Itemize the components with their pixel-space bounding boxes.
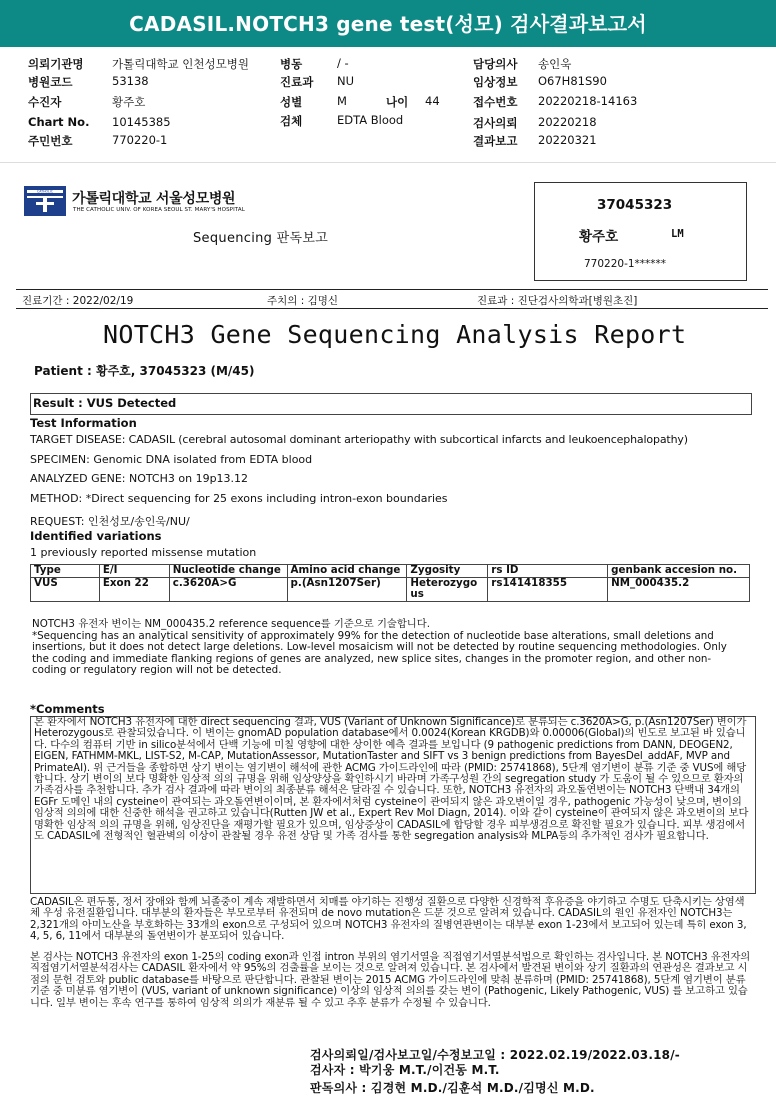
label-clinical-info: 임상정보 bbox=[473, 75, 518, 89]
label-attending-doctor: 담당의사 bbox=[473, 57, 518, 71]
cell-exon: Exon 22 bbox=[99, 577, 169, 601]
test-description-paragraph: 본 검사는 NOTCH3 유전자의 exon 1-25의 coding exon과 인접 intron 부위의 염기서열을 직접염기서열분석법으로 확인하는 검사입니다. 본 NOTCH3 유전자의 직접염기서열분석검사는 CADASIL 환자에서 약 95%의 검출률을 보이는 것으로 알려져 있습니다. 본 검사에서 발견된 변이와 상기 질환과의 연관성은 결과보고 시점의 문헌 검토와 public database를 바탕으로 판단합니다. 관찰된 변이는 2015 ACMG 가이드라인에 맞춰 분류하며 (PMID: 25741868), 5단계 염기변이 분류 기준 중 미분류 염기변이 (VUS, variant of unknown significance) 이상의 임상적 의의를 갖는 변이 (Pathogenic, Likely Pathogenic, VUS) 를 보고하고 있습니다. 일부 변이는 후속 연구를 통하여 임상적 의의가 재분류 될 수 있고 추후 분류가 수정될 수 있습니다. bbox=[30, 951, 751, 1009]
hospital-name-korean: 가톨릭대학교 서울성모병원 bbox=[72, 191, 236, 207]
table-row bbox=[31, 577, 750, 601]
patient-id-box bbox=[534, 182, 747, 281]
comments-heading: *Comments bbox=[30, 702, 105, 716]
cell-type: VUS bbox=[31, 577, 100, 601]
column-header: Zygosity bbox=[407, 565, 488, 578]
request-info: REQUEST: 인천성모/송인욱/NU/ bbox=[30, 515, 190, 528]
report-dates: 검사의뢰일/검사보고일/수정보고일 : 2022.02.19/2022.03.18/- bbox=[310, 1048, 680, 1062]
label-chart-no: Chart No. bbox=[28, 115, 90, 129]
divider-line bbox=[16, 289, 768, 290]
visit-period: 진료기간 : 2022/02/19 bbox=[22, 295, 134, 307]
value-department: NU bbox=[337, 74, 355, 88]
hospital-name-english: THE CATHOLIC UNIV. OF KOREA SEOUL ST. MARY'S HOSPITAL bbox=[73, 207, 245, 213]
value-clinical-info: O67H81S90 bbox=[538, 74, 607, 88]
value-hospital-code: 53138 bbox=[112, 74, 149, 88]
value-result-report-date: 20220321 bbox=[538, 133, 597, 147]
label-test-request-date: 검사의뢰 bbox=[473, 116, 518, 130]
method-info: METHOD: *Direct sequencing for 25 exons including intron-exon boundaries bbox=[30, 492, 448, 505]
id-box-name: 황주호 bbox=[579, 229, 619, 245]
label-examinee: 수진자 bbox=[28, 95, 62, 109]
label-age: 나이 bbox=[386, 95, 409, 109]
reading-physicians: 판독의사 : 김경현 M.D./김훈석 M.D./김명신 M.D. bbox=[310, 1081, 595, 1095]
reference-note: NOTCH3 유전자 변이는 NM_000435.2 reference sequence를 기준으로 기술합니다. bbox=[32, 618, 430, 630]
specimen-info: SPECIMEN: Genomic DNA isolated from EDTA blood bbox=[30, 453, 313, 466]
cell-zygosity: Heterozygous bbox=[407, 577, 488, 601]
cell-nucleotide-change: c.3620A>G bbox=[169, 577, 287, 601]
value-attending-doctor: 송인욱 bbox=[538, 57, 572, 71]
tester-names: 검사자 : 박기웅 M.T./이건동 M.T. bbox=[310, 1063, 500, 1077]
label-receipt-no: 접수번호 bbox=[473, 95, 518, 109]
value-ward: / - bbox=[337, 56, 349, 70]
sensitivity-note: *Sequencing has an analytical sensitivity of approximately 99% for the detection of nucleotide base alterations, small deletions and insertions, but it does not detect large deletions. Low-level mosaicism will not be detected by routine sequencing methodologies. Only the coding and immediate flanking regions of genes are analyzed, new splice sites, changes in the promoter region, and other non-coding or regulatory region will not be detected. bbox=[32, 630, 727, 677]
id-box-patient-no: 37045323 bbox=[597, 197, 673, 213]
request-info-header bbox=[0, 47, 776, 163]
comments-text: 본 환자에서 NOTCH3 유전자에 대한 direct sequencing 결과, VUS (Variant of Unknown Significance)로 분류되는 c.3620A>G, p.(Asn1207Ser) 변이가 Heterozygous로 관찰되었습니다. 이 변이는 gnomAD population database에서 0.0024(Korean KRGDB)와 0.00006(Global)의 빈도로 보고된 바 있습니다. 다수의 컴퓨터 기반 in silico분석에서 단백 기능에 미칠 영향에 대한 상이한 예측 결과를 보입니다 (9 pathogenic predictions from DANN, DEOGEN2, EIGEN, FATHMM-MKL, LIST-S2, M-CAP, MutationAssessor, MutationTaster and SIFT vs 3 benign predictions from BayesDel_addAF, MVP and PrimateAI). 위 근거들을 종합하면 상기 변이는 염기변이 해석에 관한 ACMG 가이드라인에 따라 (PMID: 25741868), 5단계 염기변이 분류 기준 중 VUS에 해당합니다. 상기 변이의 보다 명확한 임상적 의의 규명을 위해 임상양상을 확인하시기 바라며 가족구성원 간의 segregation study 가 도움이 될 수 있으므로 환자의 가족검사를 추천합니다. 추가 검사 결과에 따라 변이의 최종분류 해석은 달라질 수 있습니다. 또한, NOTCH3 유전자의 과오돌연변이는 NOTCH3 단백내 34개의 EGFr 도메인 내의 cysteine이 관여되는 과오돌연변이이며, 본 환자에서처럼 cysteine이 관여되지 않은 과오변이일 경우, pathogenic 가능성이 낮으며, 변이의 임상적 의의에 대한 신중한 해석을 권고하고 있습니다(Rutten JW et al., Expert Rev Mol Diagn, 2014). 이와 같이 cysteine이 관여되지 않은 과오변이의 보다 명확한 임상적 의의 규명을 위해, 임상진단을 재평가할 필요가 있으며, 임상증상이 CADASIL에 합당할 경우 피부생검으로 확진할 필요가 있습니다. 피부 생검에서도 CADASIL에 전형적인 혈관벽의 이상이 관찰될 경우 유전 상담 및 가족 검사를 통한 segregation analysis와 MLPA등의 추가적인 검사가 필요합니다. bbox=[34, 716, 749, 843]
cell-amino-acid-change: p.(Asn1207Ser) bbox=[287, 577, 407, 601]
analyzed-gene: ANALYZED GENE: NOTCH3 on 19p13.12 bbox=[30, 472, 249, 485]
cell-genbank-accession: NM_000435.2 bbox=[608, 577, 750, 601]
id-box-code: LM bbox=[671, 228, 684, 240]
patient-line: Patient : 황주호, 37045323 (M/45) bbox=[34, 364, 255, 378]
label-result-report-date: 결과보고 bbox=[473, 134, 518, 148]
column-header: Amino acid change bbox=[287, 565, 407, 578]
value-rrn: 770220-1 bbox=[112, 133, 168, 147]
label-hospital-code: 병원코드 bbox=[28, 75, 73, 89]
cadasil-background-paragraph: CADASIL은 편두통, 정서 장애와 함께 뇌졸중이 계속 재발하면서 치매를 야기하는 진행성 질환으로 다양한 신경학적 후유증을 야기하고 수명도 단축시키는 상염색체 우성 유전질환입니다. 대부분의 환자들은 부모로부터 유전되며 de novo mutation은 드문 것으로 알려져 있습니다. CADASIL의 원인 유전자인 NOTCH3는 2,321개의 아미노산을 부호화하는 33개의 exon으로 구성되어 있으며 NOTCH3 유전자의 질병연관변이는 대부분 exon 1-23에서 보고되어 있는데 특히 exon 3, 4, 5, 6, 11에서 대부분의 돌연변이가 분포되어 있습니다. bbox=[30, 896, 747, 943]
table-header-row bbox=[31, 565, 750, 578]
label-specimen: 검체 bbox=[280, 114, 303, 128]
column-header: E/I bbox=[99, 565, 169, 578]
result-box bbox=[30, 393, 752, 415]
column-header: Type bbox=[31, 565, 100, 578]
column-header: Nucleotide change bbox=[169, 565, 287, 578]
value-requesting-institution: 가톨릭대학교 인천성모병원 bbox=[112, 57, 249, 71]
variant-table bbox=[30, 564, 750, 602]
test-information-heading: Test Information bbox=[30, 416, 137, 430]
value-test-request-date: 20220218 bbox=[538, 115, 597, 129]
scanned-report-document bbox=[16, 170, 768, 1110]
value-receipt-no: 20220218-14163 bbox=[538, 94, 638, 108]
attending-physician: 주치의 : 김명신 bbox=[267, 295, 339, 307]
report-title: NOTCH3 Gene Sequencing Analysis Report bbox=[103, 320, 687, 349]
value-sex: M bbox=[337, 94, 347, 108]
cell-rs-id: rs141418355 bbox=[488, 577, 608, 601]
column-header: rs ID bbox=[488, 565, 608, 578]
value-age: 44 bbox=[425, 94, 440, 108]
hospital-logo-icon bbox=[24, 186, 66, 216]
value-chart-no: 10145385 bbox=[112, 115, 171, 129]
label-requesting-institution: 의뢰기관명 bbox=[28, 57, 84, 71]
value-specimen: EDTA Blood bbox=[337, 113, 404, 127]
report-banner-title: CADASIL.NOTCH3 gene test(성모) 검사결과보고서 bbox=[0, 0, 776, 47]
identified-variations-heading: Identified variations bbox=[30, 529, 162, 543]
label-department: 진료과 bbox=[280, 75, 314, 89]
label-rrn: 주민번호 bbox=[28, 134, 73, 148]
column-header: genbank accesion no. bbox=[608, 565, 750, 578]
target-disease: TARGET DISEASE: CADASIL (cerebral autosomal dominant arteriopathy with subcortical infarcts and leukoencephalopathy) bbox=[30, 433, 688, 446]
value-examinee: 황주호 bbox=[112, 95, 146, 109]
label-ward: 병동 bbox=[280, 57, 303, 71]
label-sex: 성별 bbox=[280, 95, 303, 109]
identified-summary: 1 previously reported missense mutation bbox=[30, 546, 257, 559]
id-box-rrn: 770220-1****** bbox=[584, 258, 667, 270]
logo-text: CATHOLIC bbox=[37, 189, 53, 194]
result-summary: Result : VUS Detected bbox=[33, 396, 177, 410]
department-line: 진료과 : 진단검사의학과[병원초진] bbox=[477, 295, 638, 307]
document-type: Sequencing 판독보고 bbox=[193, 231, 329, 246]
divider-line bbox=[16, 308, 768, 309]
